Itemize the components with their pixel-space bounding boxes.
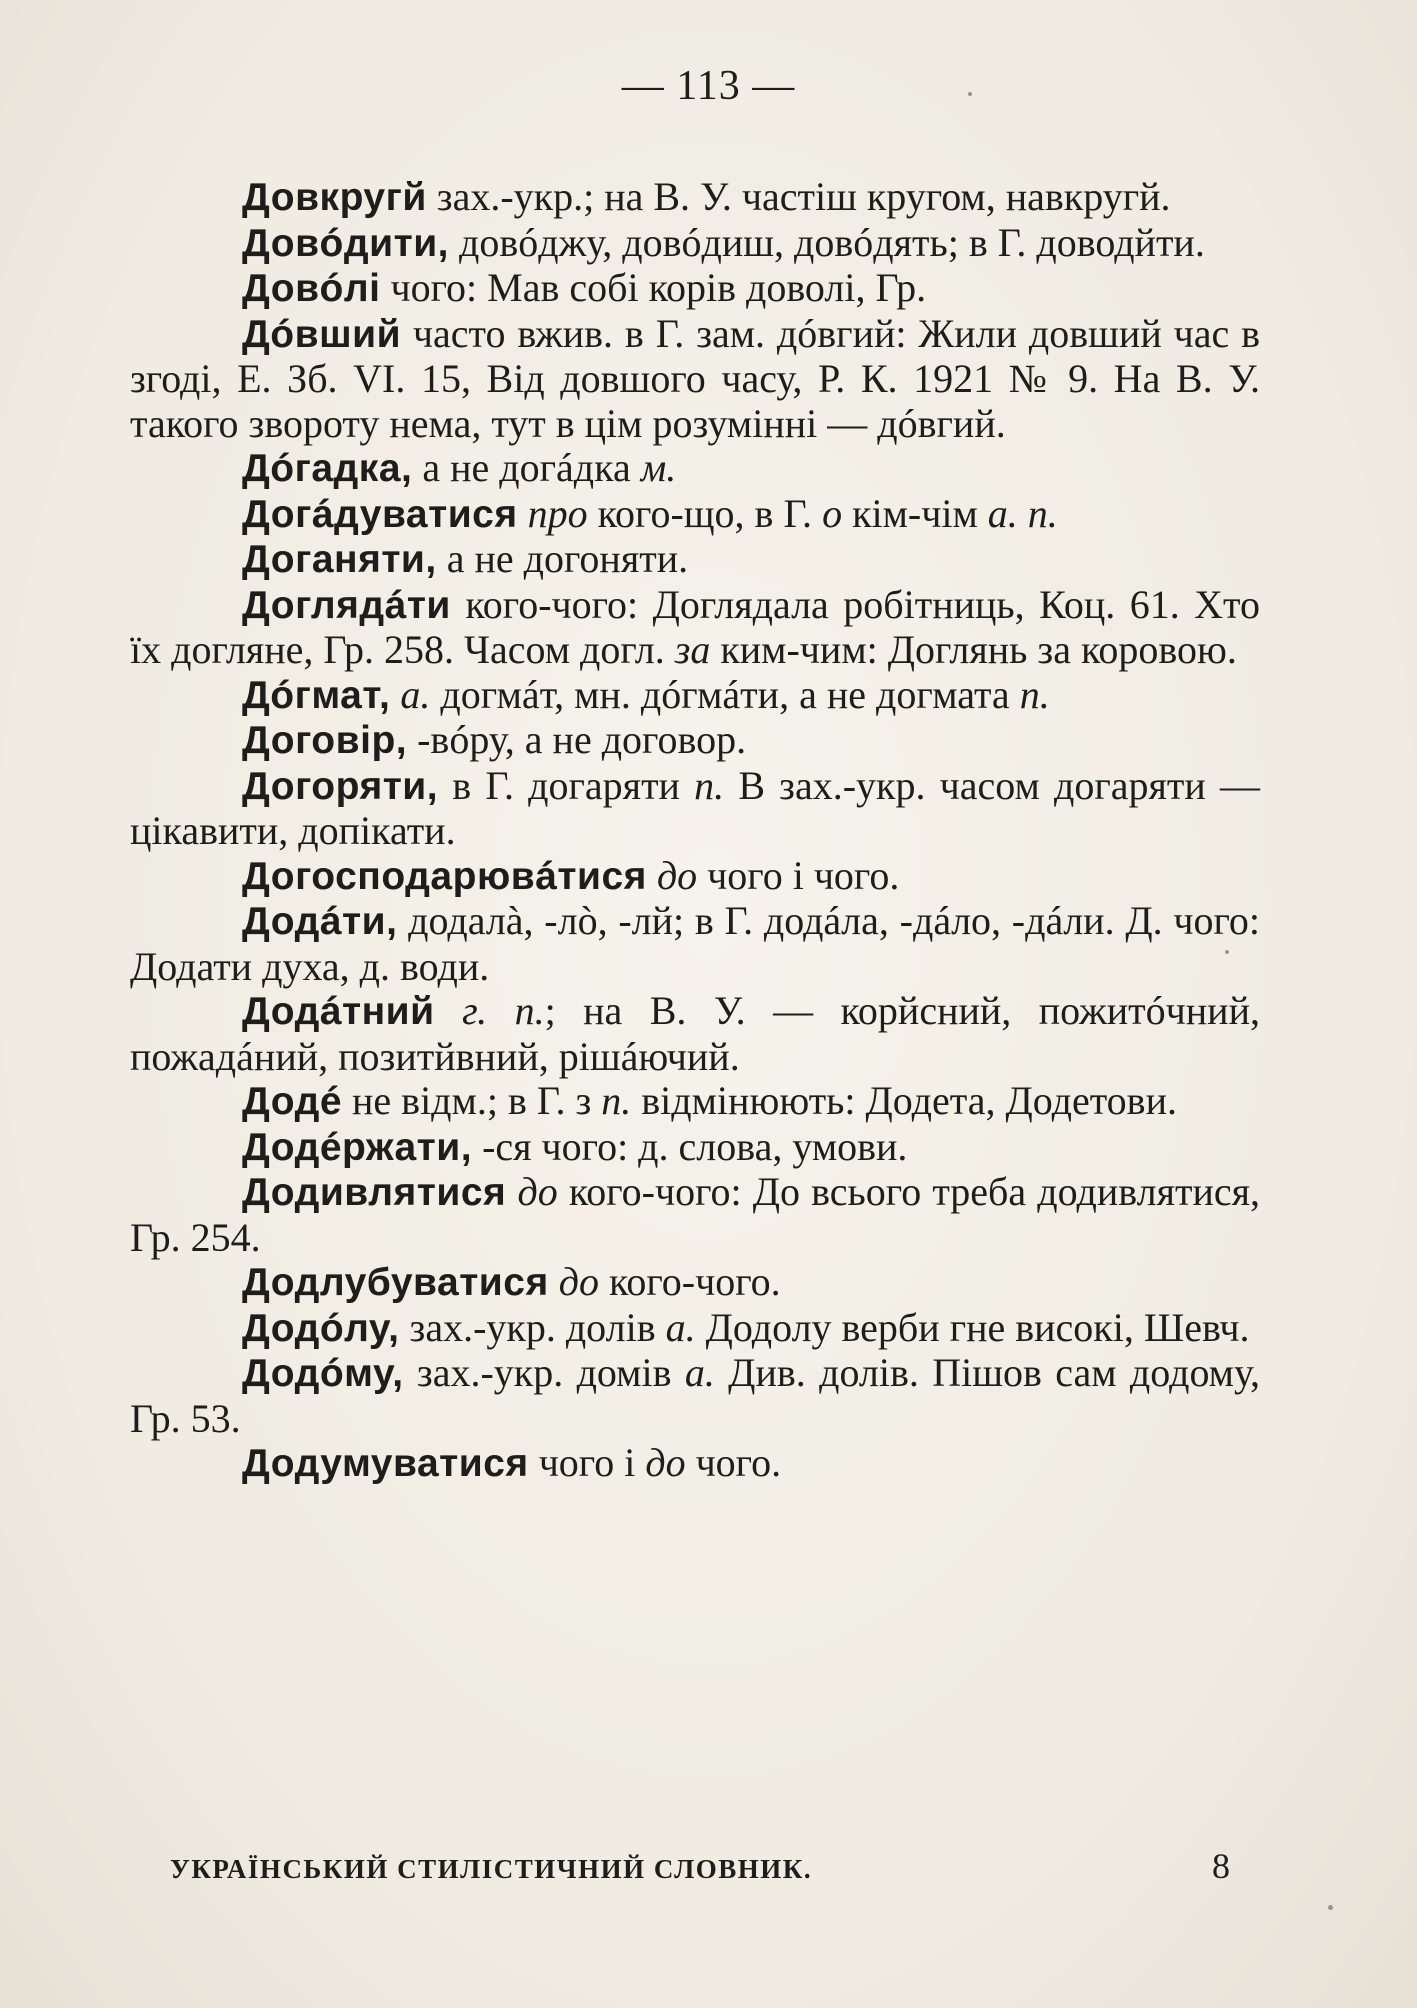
entry-italic-mark: о	[822, 490, 843, 536]
page-footer	[170, 1845, 1230, 1887]
book-title: УКРАЇНСЬКИЙ СТИЛІСТИЧНИЙ СЛОВНИК.	[170, 1854, 813, 1884]
dictionary-entry	[130, 446, 1260, 492]
entry-headword: Догáдуватися	[242, 492, 518, 536]
entry-headword: Додумуватися	[242, 1442, 529, 1485]
entry-italic-mark: а.	[684, 1350, 715, 1395]
entry-text: ким-чим: Доглянь за коровою.	[710, 627, 1237, 672]
entry-headword: Додивлятися	[242, 1171, 507, 1214]
dictionary-entry	[130, 1306, 1260, 1352]
paper-speck	[968, 92, 972, 96]
entry-text: зах.-укр.; на В. У. частіш кругом, навкругй.	[426, 174, 1171, 219]
entry-text: чого і чого.	[697, 852, 900, 898]
entry-italic-mark: а.	[400, 671, 431, 717]
dictionary-entry	[130, 854, 1260, 900]
dictionary-entries	[130, 175, 1260, 1487]
entry-text: зах.-укр. долів	[399, 1304, 666, 1350]
dictionary-entry	[130, 221, 1260, 267]
entry-headword: Дóгадка,	[242, 447, 413, 490]
entry-headword: Дóгмат,	[242, 673, 391, 717]
entry-italic-mark: до	[656, 852, 698, 898]
entry-text	[435, 988, 462, 1033]
entry-italic-mark: до	[558, 1259, 599, 1304]
entry-text: Див. долів. Пішов сам додому, Гр. 53.	[130, 1350, 1260, 1441]
entry-text: чого: Мав собі корів доволі, Гр.	[380, 265, 927, 310]
dictionary-entry	[130, 1170, 1260, 1260]
entry-headword: Догоряти,	[242, 764, 439, 808]
page-number: — 113 —	[621, 63, 796, 109]
entry-italic-mark: а. п.	[987, 490, 1058, 536]
entry-text: довóджу, довóдиш, довóдять; в Г. доводйти.	[449, 219, 1205, 265]
entry-text: -ся чого: д. слова, умови.	[472, 1123, 908, 1169]
entry-italic-mark: п.	[694, 762, 725, 808]
dictionary-entry	[130, 1079, 1260, 1125]
entry-text: кого-чого: Доглядала робітниць, Коц. 61. Хто їх догляне, Гр. 258. Часом догл.	[130, 581, 1260, 672]
entry-text	[647, 853, 657, 898]
dictionary-entry	[130, 1351, 1260, 1441]
dictionary-entry	[130, 175, 1260, 221]
entry-text: відмінюють: Додета, Додетови.	[631, 1078, 1177, 1123]
entry-headword: Доганяти,	[242, 538, 437, 581]
entry-headword: Додóму,	[242, 1352, 404, 1395]
entry-text: чого і	[528, 1440, 646, 1485]
dictionary-entry	[130, 266, 1260, 312]
entry-text: зах.-укр. домів	[403, 1350, 685, 1395]
dictionary-entry	[130, 1260, 1260, 1306]
dictionary-entry	[130, 583, 1260, 673]
entry-text	[390, 672, 400, 717]
entry-text: догмáт, мн. дóгмáти, а не догмата	[430, 671, 1020, 717]
entry-text: в Г. догаряти	[438, 762, 695, 808]
entry-italic-mark: п.	[601, 1078, 632, 1123]
entry-headword: Додóлу,	[242, 1306, 400, 1350]
entry-headword: Додé	[242, 1080, 343, 1123]
dictionary-entry	[130, 718, 1260, 764]
entry-text	[549, 1259, 559, 1304]
entry-text: не відм.; в Г. з	[342, 1078, 602, 1123]
dictionary-entry	[130, 492, 1260, 538]
entry-text: Додолу верби гне високі, Шевч.	[695, 1304, 1250, 1350]
entry-headword: Довкругй	[242, 176, 427, 219]
entry-headword: Додéржати,	[242, 1125, 473, 1169]
dictionary-entry	[130, 673, 1260, 719]
entry-text	[518, 491, 528, 536]
entry-italic-mark: до	[645, 1440, 686, 1485]
entry-italic-mark: г. п.	[462, 988, 545, 1033]
entry-headword: Дóвший	[242, 312, 402, 356]
dictionary-entry	[130, 312, 1260, 447]
entry-text: кого-чого: До всього треба додивлятися, Гр. 254.	[130, 1169, 1261, 1260]
dictionary-entry	[130, 1125, 1260, 1171]
entry-text: -вóру, а не договор.	[407, 717, 747, 762]
entry-headword: Догосподарювáтися	[242, 854, 647, 898]
dictionary-entry	[130, 1441, 1260, 1487]
entry-text: ; на В. У. — корйсний, пожитóчний, пожадáний, позитйвний, рішáючий.	[130, 988, 1260, 1079]
entry-text: додалà, -лò, -лй; в Г. додáла, -дáло, -дáли. Д. чого: Додати духа, д. води.	[130, 898, 1260, 989]
entry-italic-mark: за	[674, 627, 711, 672]
entry-headword: Довóлі	[242, 267, 381, 310]
paper-speck	[1225, 950, 1229, 954]
entry-italic-mark: до	[517, 1169, 558, 1214]
entry-italic-mark: м.	[640, 445, 677, 490]
dictionary-entry	[130, 537, 1260, 583]
entry-text: а не догáдка	[412, 445, 641, 490]
entry-headword: Додáтний	[242, 990, 435, 1033]
entry-text	[506, 1169, 517, 1214]
dictionary-entry	[130, 899, 1260, 989]
signature-mark: 8	[1212, 1846, 1230, 1886]
entry-italic-mark: п.	[1019, 671, 1050, 717]
dictionary-entry	[130, 764, 1260, 854]
entry-text: В зах.-укр. часом догаряти — цікавити, допікати.	[130, 762, 1260, 853]
entry-italic-mark: а.	[665, 1304, 696, 1350]
entry-italic-mark: про	[527, 490, 588, 536]
entry-text: кого-чого.	[598, 1259, 781, 1304]
entry-text: а не догоняти.	[436, 536, 689, 581]
entry-headword: Додлубуватися	[242, 1261, 549, 1304]
entry-headword: Додáти,	[242, 900, 398, 943]
dictionary-entry	[130, 989, 1260, 1079]
entry-headword: Договір,	[242, 719, 408, 762]
entry-text: кого-що, в Г.	[587, 490, 823, 536]
entry-text: часто вжив. в Г. зам. дóвгий: Жили довший час в згоді, Е. Зб. VI. 15, Від довшого часу, Р. К. 1921 № 9. На В. У. такого звороту нема, тут в цім розумінні — дóвгий.	[130, 310, 1260, 446]
entry-headword: Доглядáти	[242, 583, 451, 627]
paper-speck	[1328, 1905, 1333, 1910]
entry-text: кім-чім	[842, 490, 988, 536]
entry-headword: Довóдити,	[242, 221, 450, 265]
entry-text: чого.	[685, 1440, 782, 1485]
